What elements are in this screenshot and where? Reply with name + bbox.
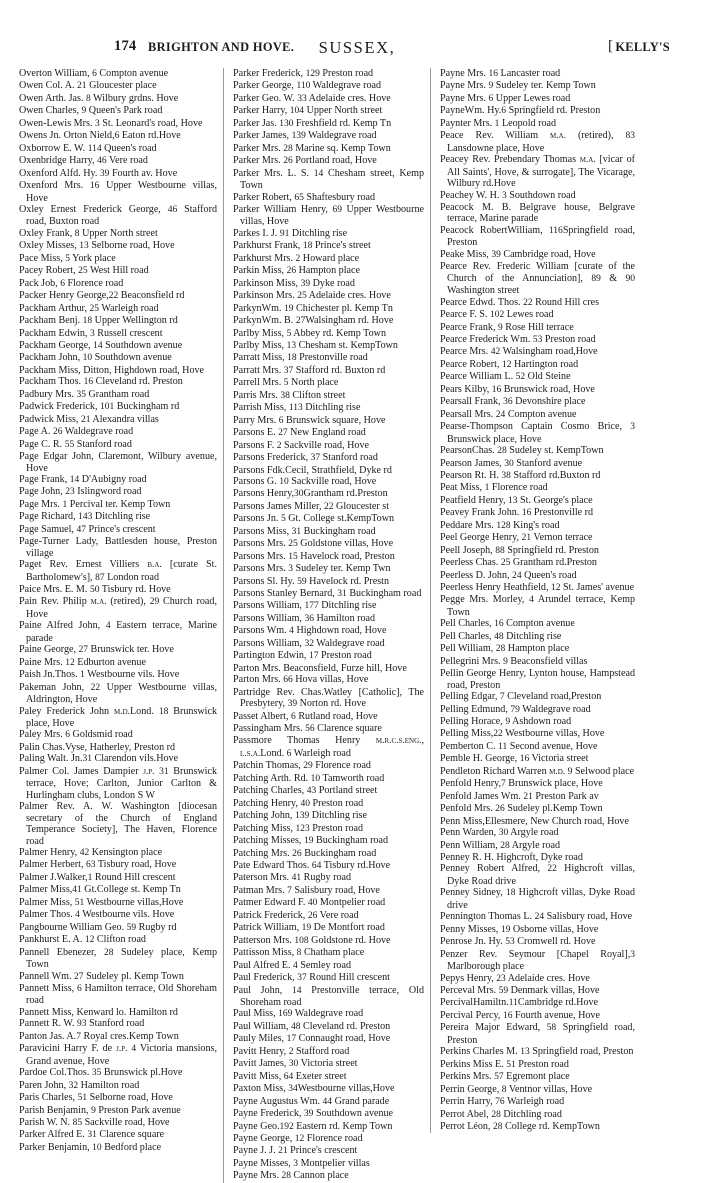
directory-entry: PercivalHamiltn.11Cambridge rd.Hove [440,997,599,1009]
directory-entry: Palin Chas.Vyse, Hatherley, Preston rd [19,741,176,753]
directory-entry: Peell Joseph, 88 Springfield rd. Preston [440,544,599,556]
directory-entry: Penzer Rev. Seymour [Chapel Royal],3 Marlborough place [440,948,635,973]
directory-entry: Paling Walt. Jn.31 Clarendon vils.Hove [19,753,179,765]
directory-entry: Pangbourne William Geo. 59 Rugby rd [19,921,177,933]
directory-entry: PayneWm. Hy.6 Springfield rd. Preston [440,105,601,117]
directory-entry: Pace Miss, 5 York place [19,252,116,264]
directory-entry: Palmer Miss,41 Gt.College st. Kemp Tn [19,884,181,896]
directory-entry: Oxenbridge Harry, 46 Vere road [19,155,148,167]
directory-entry: Parker Alfred E. 31 Clarence square [19,1129,165,1141]
directory-entry: Page A. 26 Waldegrave road [19,426,134,438]
directory-entry: Pendleton Richard Warren m.d. 9 Selwood place [440,765,635,777]
directory-entry: Pell Charles, 16 Compton avenue [440,618,575,630]
directory-entry: Parsons Fdk.Cecil, Strathfield, Dyke rd [233,464,392,476]
directory-entry: Paynter Mrs. 1 Leopold road [440,117,557,129]
directory-entry: Percival Percy, 16 Fourth avenue, Hove [440,1009,600,1021]
directory-entry: Pears Kilby, 16 Brunswick road, Hove [440,383,595,395]
directory-entry: Owen-Lewis Mrs. 3 St. Leonard's road, Hove [19,117,203,129]
directory-entry: Oxenford Mrs. 16 Upper Westbourne villas, Hove [19,180,217,204]
directory-entry: Paine Alfred John, 4 Eastern terrace, Marine parade [19,620,217,644]
directory-entry: Parsons G. 10 Sackville road, Hove [233,475,377,487]
directory-entry: Palmer Col. James Dampier j.p. 31 Brunswick terrace, Hove; Carlton, Junior Carlton & Hurlingham clubs, London S W [19,765,217,801]
directory-entry: Pegge Mrs. Morley, 4 Arundel terrace, Kemp Town [440,594,635,618]
directory-entry: Parry Mrs. 6 Brunswick square, Hove [233,414,386,426]
directory-entry: Parker Mrs. 26 Portland road, Hove [233,155,377,167]
directory-entry: Parsons Frederick, 37 Stanford road [233,452,378,464]
directory-entry: Peat Miss, 1 Florence road [440,482,548,494]
directory-entry: PearsonChas. 28 Sudeley st. KempTown [440,445,604,457]
directory-entry: Payne Geo.192 Eastern rd. Kemp Town [233,1120,393,1132]
directory-entry: Oxley Ernest Frederick George, 46 Stafford road, Buxton road [19,203,217,228]
bracket-glyph: [ [608,38,613,54]
directory-entry: Pereira Major Edward, 58 Springfield road, Preston [440,1022,635,1046]
directory-entry: Pavitt Miss, 64 Exeter street [233,1070,347,1082]
directory-entry: Parker Robert, 65 Shaftesbury road [233,191,376,203]
directory-entry: Padbury Mrs. 35 Grantham road [19,388,150,400]
directory-entry: Paine George, 27 Brunswick ter. Hove [19,644,174,656]
directory-entry: Patching Miss, 123 Preston road [233,822,364,834]
directory-entry: Parker Geo. W. 33 Adelaide cres. Hove [233,92,391,104]
directory-entry: Packham Miss, Ditton, Highdown road, Hove [19,364,205,376]
directory-entry: Patching Charles, 43 Portland street [233,785,378,797]
directory-entry: Peace Rev. William m.a. (retired), 83 Lansdowne place, Hove [440,130,635,154]
directory-entry: Paice Mrs. E. M. 50 Tisbury rd. Hove [19,584,171,596]
directory-entry: Parkhurst Frank, 18 Prince's street [233,240,371,252]
directory-entry: Paterson Mrs. 41 Rugby road [233,872,352,884]
directory-entry: Patching Arth. Rd. 10 Tamworth road [233,772,385,784]
directory-entry: Patrick William, 19 De Montfort road [233,922,385,934]
directory-column-1 [16,68,223,1154]
directory-entry: Peake Miss, 39 Cambridge road, Hove [440,248,596,260]
directory-entry: Paul Frederick, 37 Round Hill crescent [233,972,390,984]
directory-entry: Payne Misses, 3 Montpelier villas [233,1157,370,1169]
directory-entry: Packham Edwin, 3 Russell crescent [19,327,163,339]
directory-entry: Peavey Frank John. 16 Prestonville rd [440,507,594,519]
directory-entry: Pearson James, 30 Stanford avenue [440,457,583,469]
directory-entry: Pearsall Mrs. 24 Compton avenue [440,408,577,420]
directory-entry: Packer Henry George,22 Beaconsfield rd [19,290,185,302]
directory-entry: Padwick Frederick, 101 Buckingham rd [19,401,180,413]
directory-entry: Perkins Miss E. 51 Preston road [440,1058,569,1070]
directory-entry: Pearce Frederick Wm. 53 Preston road [440,333,596,345]
directory-entry: Pannett Miss, 6 Hamilton terrace, Old Shoreham road [19,982,217,1007]
directory-entry: Pearce Rev. Frederic William [curate of the Church of the Annunciation], 89 & 90 Washington street [440,261,635,297]
directory-entry: Patmer Edward F. 40 Montpelier road [233,897,386,909]
directory-entry: Packham Arthur, 25 Warleigh road [19,302,159,314]
directory-entry: Patterson Mrs. 108 Goldstone rd. Hove [233,934,391,946]
directory-entry: Overton William, 6 Compton avenue [19,68,169,79]
directory-entry: Paish Jn.Thos. 1 Westbourne vils. Hove [19,669,180,681]
directory-entry: Owen Charles, 9 Queen's Park road [19,105,163,117]
directory-entry: Owen Col. A. 21 Gloucester place [19,80,157,92]
directory-entry: Paine Mrs. 12 Edburton avenue [19,656,146,668]
directory-entry: ParkynWm. B. 27Walsingham rd. Hove [233,315,394,327]
directory-entry: Passmore Thomas Henry m.r.c.s.eng., l.s.a.Lond. 6 Warleigh road [233,735,424,759]
directory-entry: Perceval Mrs. 59 Denmark villas, Hove [440,984,600,996]
directory-entry: Parker William Henry, 69 Upper Westbourne villas, Hove [233,203,424,228]
directory-entry: Paravicini Harry F. de j.p. 4 Victoria mansions, Grand avenue, Hove [19,1043,217,1067]
directory-entry: Oxborrow E. W. 114 Queen's road [19,142,157,154]
directory-entry: Pepys Henry, 23 Adelaide cres. Hove [440,972,590,984]
directory-entry: Pell Charles, 48 Ditchling rise [440,630,562,642]
directory-entry: Peerless Chas. 25 Grantham rd.Preston [440,557,597,569]
directory-entry: Pearce Frank, 9 Rose Hill terrace [440,321,574,333]
directory-entry: Parsons Henry,30Grantham rd.Preston [233,488,388,500]
directory-entry: Pearse-Thompson Captain Cosmo Brice, 3 Brunswick place, Hove [440,421,635,445]
directory-entry: Oxley Frank, 8 Upper North street [19,227,158,239]
directory-entry: Peatfield Henry, 13 St. George's place [440,494,593,506]
directory-entry: Payne Augustus Wm. 44 Grand parade [233,1095,390,1107]
directory-entry: Parker Mrs. 28 Marine sq. Kemp Town [233,142,391,154]
directory-entry: Pelling Edgar, 7 Cleveland road,Preston [440,691,602,703]
directory-entry: Peacock M. B. Belgrave house, Belgrave terrace, Marine parade [440,201,635,225]
directory-entry: Palmer Miss, 51 Westbourne villas,Hove [19,896,184,908]
directory-entry: Parkes I. J. 91 Ditchling rise [233,227,348,239]
directory-entry: Paris Charles, 51 Selborne road, Hove [19,1092,173,1104]
directory-entry: Perrin George, 8 Ventnor villas, Hove [440,1083,593,1095]
directory-entry: Parsons James Miller, 22 Gloucester st [233,500,390,512]
directory-entry: Pearce William L. 52 Old Steine [440,371,571,383]
directory-entry: Pain Rev. Philip m.a. (retired), 29 Church road, Hove [19,596,217,620]
directory-entry: Partridge Rev. Chas.Watley [Catholic], The Presbytery, 39 Norton rd. Hove [233,686,424,710]
directory-entry: Parsons F. 2 Sackville road, Hove [233,439,369,451]
directory-entry: Pearce F. S. 102 Lewes road [440,309,554,321]
directory-entry: Parkinson Miss, 39 Dyke road [233,277,355,289]
directory-entry: Paget Rev. Ernest Villiers b.a. [curate St. Bartholomew's], 87 London road [19,559,217,583]
directory-entry: Payne Frederick, 39 Southdown avenue [233,1108,394,1120]
directory-entry: Parsons Miss, 31 Buckingham road [233,525,376,537]
directory-entry: Perrot Abel, 28 Ditchling road [440,1108,562,1120]
directory-entry: Pate Edward Thos. 64 Tisbury rd.Hove [233,860,391,871]
directory-entry: Parton Mrs. 66 Hova villas, Hove [233,674,369,686]
directory-entry: Penney Sidney, 18 Highcroft villas, Dyke Road drive [440,887,635,911]
directory-entry: Parkhurst Mrs. 2 Howard place [233,252,360,264]
directory-entry: Parlby Miss, 5 Abbey rd. Kemp Town [233,327,387,339]
directory-entry: Pearce Edwd. Thos. 22 Round Hill cres [440,296,600,308]
directory-entry: Parsons William, 32 Waldegrave road [233,637,385,649]
directory-entry: Patching John, 139 Ditchling rise [233,810,367,822]
directory-entry: Pacey Robert, 25 West Hill road [19,265,149,277]
directory-entry: Parsons Stanley Bernard, 31 Buckingham road [233,588,422,600]
directory-entry: Paul William, 48 Cleveland rd. Preston [233,1020,391,1032]
directory-entry: Penny Misses, 19 Osborne villas, Hove [440,923,599,935]
directory-entry: Parsons Mrs. 25 Goldstone villas, Hove [233,538,394,550]
directory-entry: Pemberton C. 11 Second avenue, Hove [440,740,598,752]
directory-entry: Parker Mrs. L. S. 14 Chesham street, Kemp Town [233,167,424,192]
directory-entry: Owens Jn. Orton Nield,6 Eaton rd.Hove [19,130,181,142]
running-head [18,38,696,60]
directory-entry: Pankhurst E. A. 12 Clifton road [19,934,146,946]
directory-entry: Pattisson Miss, 8 Chatham place [233,947,365,959]
directory-entry: Oxenford Alfd. Hy. 39 Fourth av. Hove [19,167,178,179]
directory-entry: Peel George Henry, 21 Vernon terrace [440,532,593,544]
directory-entry: Peerless D. John, 24 Queen's road [440,569,577,581]
directory-entry: Parish Benjamin, 9 Preston Park avenue [19,1104,181,1116]
directory-entry: Perkins Charles M. 13 Springfield road, Preston [440,1046,634,1058]
directory-entry: Page C. R. 55 Stanford road [19,438,132,450]
directory-entry: Parsons Mrs. 3 Sudeley ter. Kemp Twn [233,563,391,575]
directory-entry: Penfold Henry,7 Brunswick place, Hove [440,778,603,790]
directory-entry: Parris Mrs. 38 Clifton street [233,389,346,401]
running-head-right: KELLY'S [615,40,670,54]
directory-entry: Packham Thos. 16 Cleveland rd. Preston [19,376,183,388]
directory-entry: Penn William, 28 Argyle road [440,839,561,851]
directory-entry: Page Edgar John, Claremont, Wilbury avenue, Hove [19,451,217,474]
directory-entry: Patchin Thomas, 29 Florence road [233,760,371,772]
directory-entry: Palmer Rev. A. W. Washington [diocesan secretary of the Church of England Temperance Society], The Haven, Florence road [19,801,217,847]
directory-entry: Penney R. H. Highcroft, Dyke road [440,852,583,863]
directory-entry: Pauly Miles, 17 Connaught road, Hove [233,1033,391,1045]
directory-entry: Packham George, 14 Southdown avenue [19,339,183,351]
directory-entry: Parker Harry, 104 Upper North street [233,105,383,117]
directory-entry: Parker George, 110 Waldegrave road [233,80,382,92]
directory-entry: Parsons Sl. Hy. 59 Havelock rd. Prestn [233,575,390,587]
directory-entry: Owen Arth. Jas. 8 Wilbury grdns. Hove [19,92,179,104]
directory-entry: Perkins Mrs. 57 Egremont place [440,1071,570,1083]
directory-entry: Parish W. N. 85 Sackville road, Hove [19,1116,170,1128]
directory-columns [16,68,698,1183]
directory-entry: Payne J. J. 21 Prince's crescent [233,1145,358,1157]
directory-entry: Paul Alfred E. 4 Semley road [233,959,352,971]
directory-entry: Pavitt Henry, 2 Stafford road [233,1045,350,1057]
directory-entry: Pannett R. W. 93 Stanford road [19,1018,145,1030]
directory-entry: Parker Frederick, 129 Preston road [233,68,374,79]
directory-entry: Payne George, 12 Florence road [233,1132,363,1144]
directory-entry: Parkinson Mrs. 25 Adelaide cres. Hove [233,290,391,302]
directory-entry: Parrish Miss, 113 Ditchling rise [233,402,361,414]
directory-entry: Packham John, 10 Southdown avenue [19,352,172,364]
directory-entry: Pack Job, 6 Florence road [19,277,124,289]
directory-entry: Payne Mrs. 6 Upper Lewes road [440,92,571,104]
directory-entry: Payne Mrs. 9 Sudeley ter. Kemp Town [440,80,596,92]
directory-entry: Peacey Rev. Prebendary Thomas m.a. [vicar of All Saints', Hove, & surrogate], The Vicarage, Wilbury rd.Hove [440,154,635,190]
directory-entry: Pavitt James, 30 Victoria street [233,1058,358,1070]
directory-entry: Paxton Miss, 34Westbourne villas,Hove [233,1083,395,1095]
directory-entry: Pelling Edmund, 79 Waldegrave road [440,703,591,715]
directory-entry: Padwick Miss, 21 Alexandra villas [19,413,159,425]
directory-entry: Parsons William, 36 Hamilton road [233,612,376,624]
directory-entry: Patman Mrs. 7 Salisbury road, Hove [233,884,380,896]
directory-entry: Payne Mrs. 16 Lancaster road [440,68,561,79]
directory-entry: Pellegrini Mrs. 9 Beaconsfield villas [440,655,588,667]
directory-entry: Parsons Wm. 4 Highdown road, Hove [233,625,387,637]
directory-entry: Pearsall Frank, 36 Devonshire place [440,396,586,408]
directory-entry: Passingham Mrs. 56 Clarence square [233,723,382,735]
directory-entry: Oxley Misses, 13 Selborne road, Hove [19,240,175,252]
directory-entry: Parker Benjamin, 10 Bedford place [19,1141,162,1153]
page-number: 174 [114,38,137,54]
directory-column-2 [223,68,430,1183]
directory-entry: Penney Robert Alfred, 22 Highcroft villas, Dyke Road drive [440,863,635,887]
directory-entry: Palmer Thos. 4 Westbourne vils. Hove [19,909,175,921]
directory-entry: Pannell Ebenezer, 28 Sudeley place, Kemp Town [19,946,218,971]
directory-entry: Pearson Rt. H. 38 Stafford rd.Buxton rd [440,469,601,481]
directory-entry: Peerless Henry Heathfield, 12 St. James' avenue [440,582,635,594]
directory-entry: ParkynWm. 19 Chichester pl. Kemp Tn [233,302,393,314]
directory-entry: Pearce Robert, 12 Hartington road [440,358,579,370]
directory-entry: Pelling Horace, 9 Ashdown road [440,716,572,728]
directory-entry: Perrot Léon, 28 College rd. KempTown [440,1120,600,1132]
directory-entry: Parton Mrs. Beaconsfield, Furze hill, Hove [233,662,407,674]
directory-entry: Parrell Mrs. 5 North place [233,377,339,389]
directory-entry: Pannett Miss, Kenward lo. Hamilton rd [19,1006,178,1018]
directory-entry: Patching Misses, 19 Buckingham road [233,835,389,847]
directory-entry: Penfold James Wm. 21 Preston Park av [440,790,599,802]
directory-entry: Parker James, 139 Waldegrave road [233,130,377,142]
directory-entry: Payne Mrs. 28 Cannon place [233,1170,349,1182]
directory-entry: Packham Benj. 18 Upper Wellington rd [19,315,178,327]
running-head-center: SUSSEX, [318,38,396,57]
directory-entry: Paul Miss, 169 Waldegrave road [233,1008,364,1020]
directory-entry: Paul John, 14 Prestonville terrace, Old Shoreham road [233,984,424,1008]
running-head-left: BRIGHTON AND HOVE. [148,40,295,54]
directory-entry: Pennington Thomas L. 24 Salisbury road, Hove [440,911,633,923]
directory-entry: Parratt Miss, 18 Prestonville road [233,352,368,364]
directory-entry: Paren John, 32 Hamilton road [19,1079,140,1091]
directory-entry: Page Mrs. 1 Percival ter. Kemp Town [19,498,171,510]
directory-entry: Page Samuel, 47 Prince's crescent [19,523,156,535]
directory-entry: Pannell Wm. 27 Sudeley pl. Kemp Town [19,970,184,982]
directory-entry: Pardoe Col.Thos. 35 Brunswick pl.Hove [19,1067,183,1079]
directory-entry: Page Richard, 143 Ditchling rise [19,511,151,523]
directory-entry: Peddare Mrs. 128 King's road [440,519,560,531]
directory-entry: Paley Mrs. 6 Goldsmid road [19,729,133,741]
directory-column-3 [430,68,637,1133]
directory-entry: Pemble H. George, 16 Victoria street [440,753,589,765]
directory-entry: Penn Miss,Ellesmere, New Church road, Hove [440,815,629,827]
directory-entry: Peacock RobertWilliam, 116Springfield road, Preston [440,224,635,249]
directory-entry: Patching Mrs. 26 Buckingham road [233,847,377,859]
directory-entry: Penn Warden, 30 Argyle road [440,827,559,839]
directory-entry: Penrose Jn. Hy. 53 Cromwell rd. Hove [440,936,596,948]
directory-entry: Partington Edwin, 17 Preston road [233,650,372,662]
directory-entry: Page John, 23 Islingword road [19,486,142,498]
directory-entry: Peachey W. H. 3 Southdown road [440,189,576,201]
directory-entry: Perrin Harry, 76 Warleigh road [440,1096,565,1108]
directory-entry: Pelling Miss,22 Westbourne villas, Hove [440,728,605,740]
directory-entry: Pellin George Henry, Lynton house, Hampstead road, Preston [440,668,635,691]
directory-entry: Panton Jas. A.7 Royal cres.Kemp Town [19,1030,179,1042]
directory-entry: Passet Albert, 6 Rutland road, Hove [233,710,378,722]
directory-entry: Palmer J.Walker,1 Round Hill crescent [19,871,176,883]
directory-entry: Parsons William, 177 Ditchling rise [233,600,377,612]
directory-entry: Parlby Miss, 13 Chesham st. KempTown [233,339,398,351]
directory-entry: Page-Turner Lady, Battlesden house, Preston village [19,536,217,559]
directory-entry: Parker Jas. 130 Freshfield rd. Kemp Tn [233,117,392,129]
directory-entry: Parkin Miss, 26 Hampton place [233,265,360,277]
directory-entry: Pakeman John, 22 Upper Westbourne villas, Aldrington, Hove [19,681,218,706]
directory-entry: Page Frank, 14 D'Aubigny road [19,473,147,485]
directory-entry: Pearce Mrs. 42 Walsingham road,Hove [440,346,598,358]
directory-entry: Palmer Henry, 42 Kensington place [19,847,163,858]
directory-entry: Penfold Mrs. 26 Sudeley pl.Kemp Town [440,803,603,815]
directory-entry: Parsons E. 27 New England road [233,427,366,439]
directory-entry: Parratt Mrs. 37 Stafford rd. Buxton rd [233,364,386,376]
directory-entry: Patrick Frederick, 26 Vere road [233,909,359,921]
directory-entry: Pell William, 28 Hampton place [440,643,570,655]
directory-entry: Palmer Herbert, 63 Tisbury road, Hove [19,859,177,871]
directory-entry: Patching Henry, 40 Preston road [233,797,364,809]
directory-entry: Parsons Jn. 5 Gt. College st.KempTown [233,513,395,525]
directory-entry: Paley Frederick John m.d.Lond. 18 Brunswick place, Hove [19,705,218,730]
directory-entry: Parsons Mrs. 15 Havelock road, Preston [233,550,395,562]
